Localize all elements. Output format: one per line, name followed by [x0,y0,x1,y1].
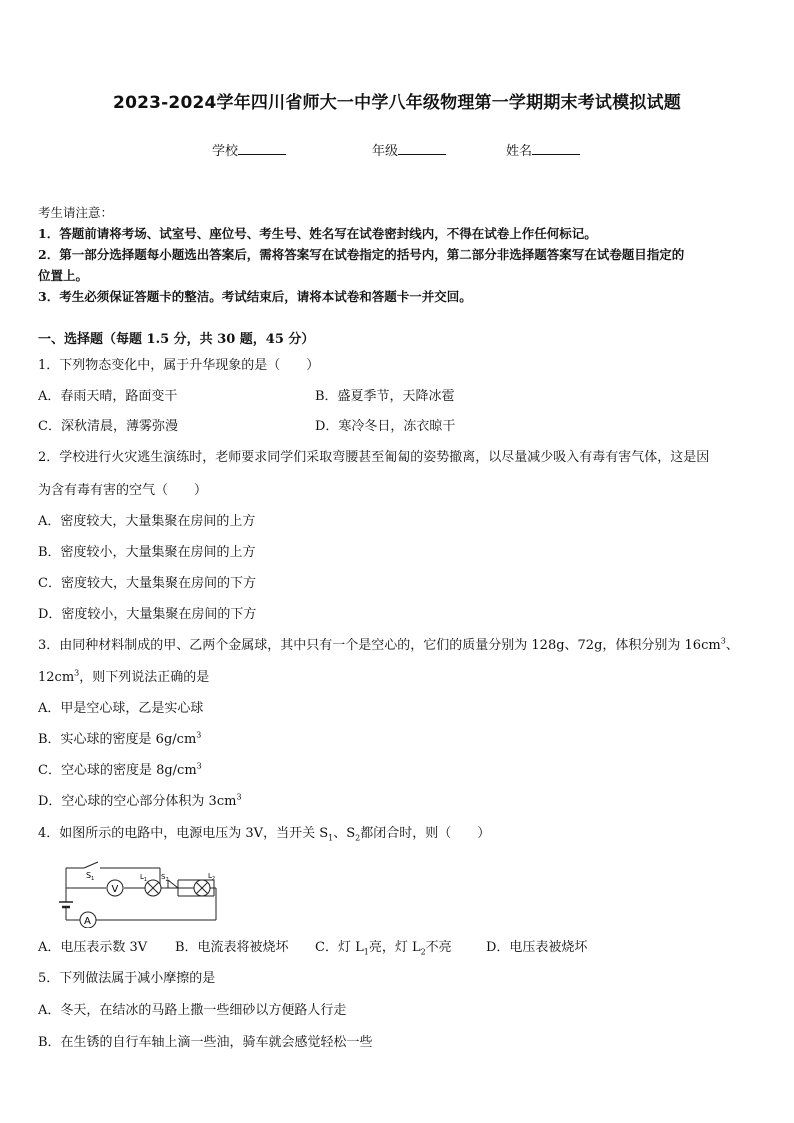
q3-option-a: A．甲是空心球，乙是实心球 [38,701,204,716]
notice-item-2: 2．第一部分选择题每小题选出答案后，需将答案写在试卷指定的括号内，第二部分非选择题答案写在试卷题目指定的 [38,247,685,262]
q1-option-a: A．春雨天晴，路面变干 [38,389,178,404]
notice-item-2-cont: 位置上。 [38,268,89,283]
name-label: 姓名 [506,144,533,159]
l1-label: $L_1$ [140,873,148,883]
section-heading: 一、选择题（每题 1.5 分，共 30 题，45 分） [38,332,315,347]
school-label: 学校 [212,144,239,159]
q1-stem: 1．下列物态变化中，属于升华现象的是（ ） [38,358,320,373]
q4-option-a: A．电压表示数 3V [38,940,148,955]
q5-stem: 5．下列做法属于减小摩擦的是 [38,971,216,986]
circuit-diagram [56,858,228,928]
grade-label: 年级 [372,144,399,159]
school-blank [238,142,286,155]
q5-option-a: A．冬天，在结冰的马路上撒一些细砂以方便路人行走 [38,1003,347,1018]
name-blank [532,142,580,155]
school-field [212,140,286,159]
q2-option-c: C．密度较大，大量集聚在房间的下方 [38,576,256,591]
q2-stem-line1: 2．学校进行火灾逃生演练时，老师要求同学们采取弯腰甚至匍匐的姿势撤离，以尽量减少吸入有毒有害气体，这是因 [38,450,710,465]
notice-heading: 考生请注意： [38,205,114,220]
q1-option-b: B．盛夏季节，天降冰雹 [315,389,455,404]
notice-item-1: 1．答题前请将考场、试室号、座位号、考生号、姓名写在试卷密封线内，不得在试卷上作任何标记。 [38,226,597,241]
q4-option-b: B．电流表将被烧坏 [175,940,289,955]
q5-option-b: B．在生锈的自行车轴上滴一些油，骑车就会感觉轻松一些 [38,1035,373,1050]
voltmeter-label: V [111,884,119,895]
q3-stem-line1: 3．由同种材料制成的甲、乙两个金属球，其中只有一个是空心的，它们的质量分别为 128g、72g，体积分别为 $16cm^3$、 [38,636,739,653]
name-field [506,140,580,159]
q4-stem: 4．如图所示的电路中，电源电压为 3V，当开关 $S_1$、$S_2$都闭合时，则（ ） [38,826,491,843]
notice-item-3: 3．考生必须保证答题卡的整洁。考试结束后，请将本试卷和答题卡一并交回。 [38,289,472,304]
grade-field [372,140,446,159]
q3-stem-line2: $12cm^3$，则下列说法正确的是 [38,668,210,685]
q2-option-b: B．密度较小，大量集聚在房间的上方 [38,545,256,560]
page-title: 2023-2024学年四川省师大一中学八年级物理第一学期期末考试模拟试题 [113,93,681,113]
ammeter-label: A [84,916,91,927]
q3-option-b: B．实心球的密度是 $6g/cm^3$ [38,730,202,747]
q1-option-d: D．寒冷冬日，冻衣晾干 [315,419,456,434]
l2-label: $L_2$ [208,872,216,882]
q1-option-c: C．深秋清晨，薄雾弥漫 [38,419,178,434]
q2-stem-line2: 为含有毒有害的空气（ ） [38,483,208,498]
q3-option-c: C．空心球的密度是 $8g/cm^3$ [38,761,202,778]
switch-s1-blade [84,862,98,868]
q2-option-d: D．密度较小，大量集聚在房间的下方 [38,607,257,622]
grade-blank [398,142,446,155]
switch-s2-blade [168,880,178,888]
s1-label: $S_1$ [86,871,95,882]
q4-option-d: D．电压表被烧坏 [486,940,588,955]
s2-label: $S_2$ [161,873,169,883]
q2-option-a: A．密度较大，大量集聚在房间的上方 [38,514,256,529]
q3-option-d: D．空心球的空心部分体积为 $3cm^3$ [38,792,242,809]
q4-option-c: C．灯 $L_1$亮，灯 $L_2$不亮 [315,940,452,957]
